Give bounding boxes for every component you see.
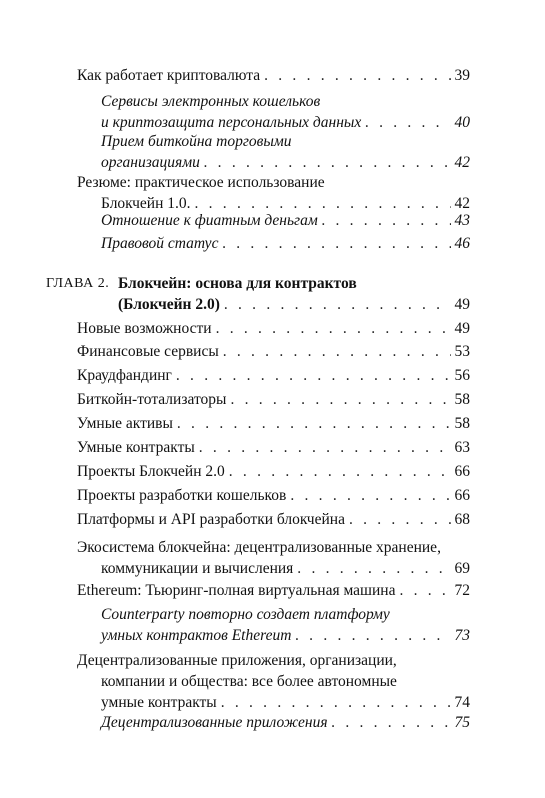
page-number: 49: [454, 296, 470, 313]
toc-entry[interactable]: [77, 537, 470, 579]
page-number: 58: [454, 415, 470, 432]
chapter-label: ГЛАВА 2.: [46, 276, 110, 291]
toc-entry-title: Децентрализованные приложения, организации,: [77, 652, 397, 669]
page-number: 72: [454, 582, 470, 599]
page-number: 42: [454, 195, 470, 212]
toc-entry-title: организациями: [101, 154, 200, 171]
dot-leader: [199, 437, 451, 458]
toc-entry-title: Краудфандинг: [77, 367, 172, 384]
toc-entry-title: Правовой статус: [101, 235, 219, 252]
dot-leader: [297, 558, 450, 579]
page-number: 63: [454, 439, 470, 456]
toc-entry-title: (Блокчейн 2.0): [118, 296, 220, 313]
page-number: 39: [454, 67, 470, 84]
page-number: 49: [454, 320, 470, 337]
toc-entry-title: Блокчейн 1.0.: [101, 195, 191, 212]
toc-entry-title: коммуникации и вычисления: [101, 560, 294, 577]
toc-entry-title: Блокчейн: основа для контрактов: [118, 275, 357, 292]
toc-entry-title: Умные контракты: [77, 439, 195, 456]
toc-entry-title: Сервисы электронных кошельков: [101, 93, 321, 110]
dot-leader: [399, 580, 450, 601]
toc-entry[interactable]: [77, 461, 470, 482]
page-number: 75: [454, 714, 470, 731]
page-number: 53: [454, 343, 470, 360]
toc-entry-title: Новые возможности: [77, 320, 212, 337]
dot-leader: [264, 65, 450, 86]
page-number: 73: [454, 627, 470, 644]
toc-entry-title: компании и общества: все более автономные: [101, 673, 397, 690]
toc-entry-title: Отношение к фиатным деньгам: [101, 212, 318, 229]
toc-entry[interactable]: [77, 437, 470, 458]
toc-entry-title: Биткойн-тотализаторы: [77, 391, 227, 408]
page-number: 74: [454, 694, 470, 711]
toc-entry-title: Экосистема блокчейна: децентрализованные хранение,: [77, 539, 441, 556]
toc-entry[interactable]: [77, 485, 470, 506]
toc-entry[interactable]: [101, 131, 470, 173]
toc-entry-title: Ethereum: Тьюринг-полная виртуальная машина: [77, 582, 396, 599]
toc-entry-title: Умные активы: [77, 415, 173, 432]
toc-entry[interactable]: [77, 413, 470, 434]
dot-leader: [290, 485, 450, 506]
dot-leader: [349, 509, 451, 530]
dot-leader: [221, 692, 451, 713]
dot-leader: [176, 365, 451, 386]
dot-leader: [224, 294, 451, 315]
page-number: 40: [454, 114, 470, 131]
toc-entry-title: Прием биткойна торговыми: [101, 133, 292, 150]
dot-leader: [295, 625, 450, 646]
dot-leader: [177, 413, 451, 434]
page-number: 42: [454, 154, 470, 171]
toc-entry[interactable]: [101, 233, 470, 254]
toc-entry[interactable]: [77, 509, 470, 530]
page-number: 66: [454, 463, 470, 480]
toc-entry-title: Counterparty повторно создает платформу: [101, 606, 390, 623]
toc-entry[interactable]: [101, 210, 470, 231]
dot-leader: [332, 712, 451, 733]
dot-leader: [230, 389, 450, 410]
toc-entry-title: умных контрактов Ethereum: [101, 627, 292, 644]
toc-entry-title: умные контракты: [101, 694, 217, 711]
toc-entry[interactable]: [101, 91, 470, 133]
toc-entry-title: Как работает криптовалюта: [77, 67, 261, 84]
toc-entry[interactable]: [77, 341, 470, 362]
toc-entry[interactable]: [77, 650, 470, 713]
toc-entry[interactable]: [101, 712, 470, 733]
chapter-heading[interactable]: [118, 273, 470, 315]
toc-entry-title: Резюме: практическое использование: [77, 174, 325, 191]
dot-leader: [322, 210, 451, 231]
toc-entry-title: Платформы и API разработки блокчейна: [77, 511, 345, 528]
page-number: 58: [454, 391, 470, 408]
dot-leader: [223, 341, 451, 362]
toc-entry-title: Проекты Блокчейн 2.0: [77, 463, 225, 480]
page-number: 46: [454, 235, 470, 252]
dot-leader: [365, 112, 450, 133]
toc-entry-title: Децентрализованные приложения: [101, 714, 328, 731]
toc-entry[interactable]: [77, 65, 470, 86]
page-number: 66: [454, 487, 470, 504]
page-number: 43: [454, 212, 470, 229]
toc-entry-title: Проекты разработки кошельков: [77, 487, 287, 504]
dot-leader: [216, 318, 451, 339]
toc-entry[interactable]: [77, 389, 470, 410]
toc-entry-title: Финансовые сервисы: [77, 343, 219, 360]
toc-entry[interactable]: [77, 580, 470, 601]
toc-entry-title: и криптозащита персональных данных: [101, 114, 362, 131]
toc-entry[interactable]: [77, 172, 470, 214]
toc-entry[interactable]: [77, 318, 470, 339]
dot-leader: [222, 233, 450, 254]
toc-entry[interactable]: [101, 604, 470, 646]
page-number: 69: [454, 560, 470, 577]
page-number: 56: [454, 367, 470, 384]
page-number: 68: [454, 511, 470, 528]
dot-leader: [204, 152, 451, 173]
toc-entry[interactable]: [77, 365, 470, 386]
dot-leader: [229, 461, 451, 482]
